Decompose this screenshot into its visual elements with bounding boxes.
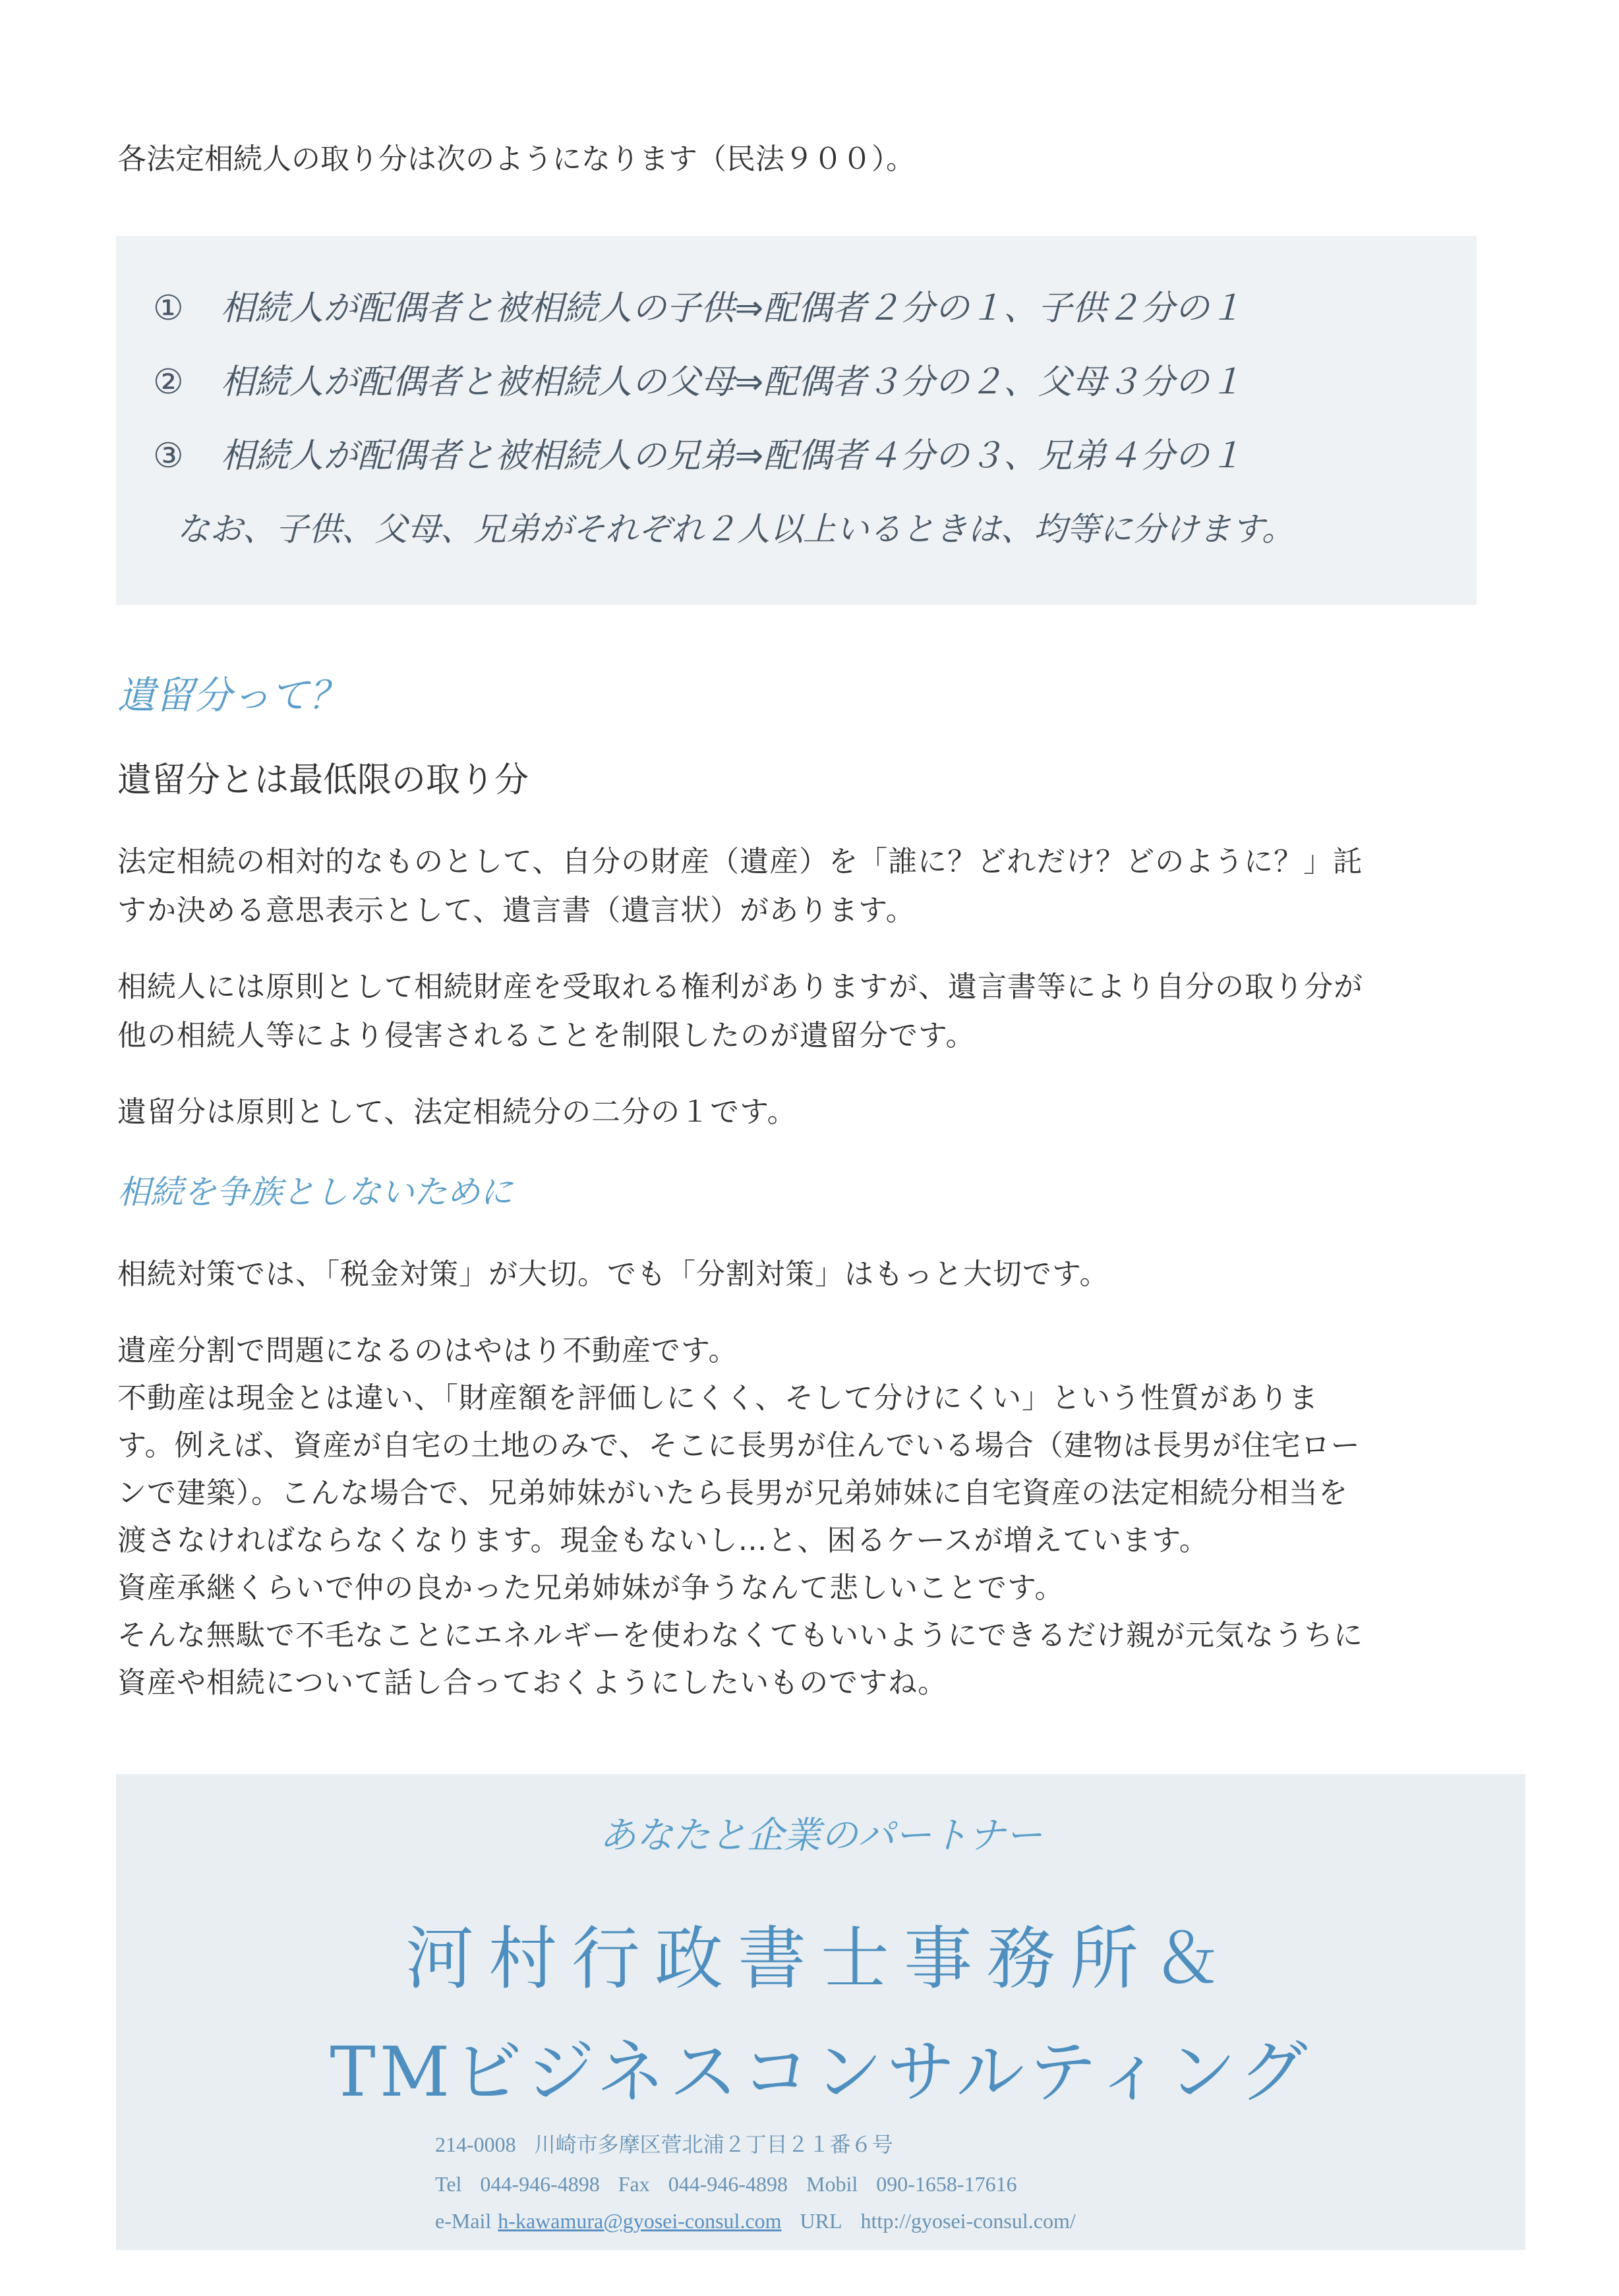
paragraph-line: 資産承継くらいで仲の良かった兄弟姉妹が争うなんて悲しいことです。 xyxy=(117,1571,1065,1605)
paragraph-line: 法定相続の相対的なものとして、自分の財産（遺産）を「誰に？どれだけ？どのように？」託 xyxy=(117,845,1363,878)
rule-text: 相続人が配偶者と被相続人の子供⇒配偶者２分の１、子供２分の１ xyxy=(220,289,1244,328)
paragraph-line: 資産や相続について話し合っておくようにしたいものですね。 xyxy=(117,1666,948,1700)
phone-line xyxy=(435,2173,1017,2195)
rule-number: ① xyxy=(153,289,184,328)
paragraph-line: 渡さなければならなくなります。現金もないし…と、困るケースが増えています。 xyxy=(117,1524,1209,1557)
rule-text: 相続人が配偶者と被相続人の兄弟⇒配偶者４分の３、兄弟４分の１ xyxy=(220,436,1244,476)
section-subheading: 遺留分とは最低限の取り分 xyxy=(117,761,529,800)
mobile-number: 090-1658-17616 xyxy=(876,2172,1017,2196)
paragraph-line: 他の相続人等により侵害されることを制限したのが遺留分です。 xyxy=(117,1019,976,1052)
rules-note: なお、子供、父母、兄弟がそれぞれ２人以上いるときは、均等に分けます。 xyxy=(177,510,1295,548)
rule-item-2 xyxy=(153,362,1244,402)
paragraph-line: 不動産は現金とは違い、「財産額を評価しにくく、そして分けにくい」という性質がありま xyxy=(117,1381,1319,1415)
office-name-line1: 河村行政書士事務所＆ xyxy=(405,1918,1236,1999)
fax-number: 044-946-4898 xyxy=(668,2172,788,2196)
rule-text: 相続人が配偶者と被相続人の父母⇒配偶者３分の２、父母３分の１ xyxy=(220,362,1244,402)
paragraph-line: 相続対策では、「税金対策」が大切。でも「分割対策」はもっと大切です。 xyxy=(117,1257,1109,1291)
paragraph-line: すか決める意思表示として、遺言書（遺言状）があります。 xyxy=(117,894,916,927)
fax-label: Fax xyxy=(618,2172,650,2196)
tel-label: Tel xyxy=(435,2172,462,2196)
office-name-line2: TMビジネスコンサルティング xyxy=(330,2032,1312,2112)
section-heading-sozoku: 相続を争族としないために xyxy=(117,1173,513,1211)
email-link[interactable]: h-kawamura@gyosei-consul.com xyxy=(498,2209,782,2233)
paragraph-line: 相続人には原則として相続財産を受取れる権利がありますが、遺言書等により自分の取り分が xyxy=(117,970,1363,1004)
section-heading-iryubun: 遺留分って？ xyxy=(117,673,347,718)
rule-number: ③ xyxy=(153,436,184,476)
email-label: e-Mail xyxy=(435,2209,492,2233)
intro-line: 各法定相続人の取り分は次のようになります（民法９００）。 xyxy=(117,142,915,176)
address: 川崎市多摩区菅北浦２丁目２１番６号 xyxy=(534,2133,893,2156)
rule-item-1 xyxy=(153,291,1243,326)
paragraph-line: 遺産分割で問題になるのはやはり不動産です。 xyxy=(117,1334,738,1367)
paragraph-line: 遺留分は原則として、法定相続分の二分の１です。 xyxy=(117,1095,797,1129)
postal-code: 214-0008 xyxy=(435,2133,516,2156)
email-url-line xyxy=(435,2210,1076,2231)
office-footer-box xyxy=(116,1774,1525,2250)
url-label: URL xyxy=(800,2209,842,2233)
paragraph-line: す。例えば、資産が自宅の土地のみで、そこに長男が住んでいる場合（建物は長男が住宅ロー xyxy=(117,1429,1361,1462)
address-line xyxy=(435,2134,893,2155)
footer-tagline: あなたと企業のパートナー xyxy=(599,1814,1042,1857)
url-link[interactable]: http://gyosei-consul.com/ xyxy=(860,2209,1076,2233)
rule-item-3 xyxy=(153,436,1244,476)
rule-number: ② xyxy=(153,362,184,402)
mobile-label: Mobil xyxy=(806,2172,858,2196)
paragraph-line: そんな無駄で不毛なことにエネルギーを使わなくてもいいようにできるだけ親が元気なうちに xyxy=(117,1619,1363,1652)
paragraph-line: ンで建築）。こんな場合で、兄弟姉妹がいたら長男が兄弟姉妹に自宅資産の法定相続分相当を xyxy=(117,1476,1349,1510)
tel-number: 044-946-4898 xyxy=(480,2172,600,2196)
inheritance-shares-box xyxy=(116,236,1477,605)
